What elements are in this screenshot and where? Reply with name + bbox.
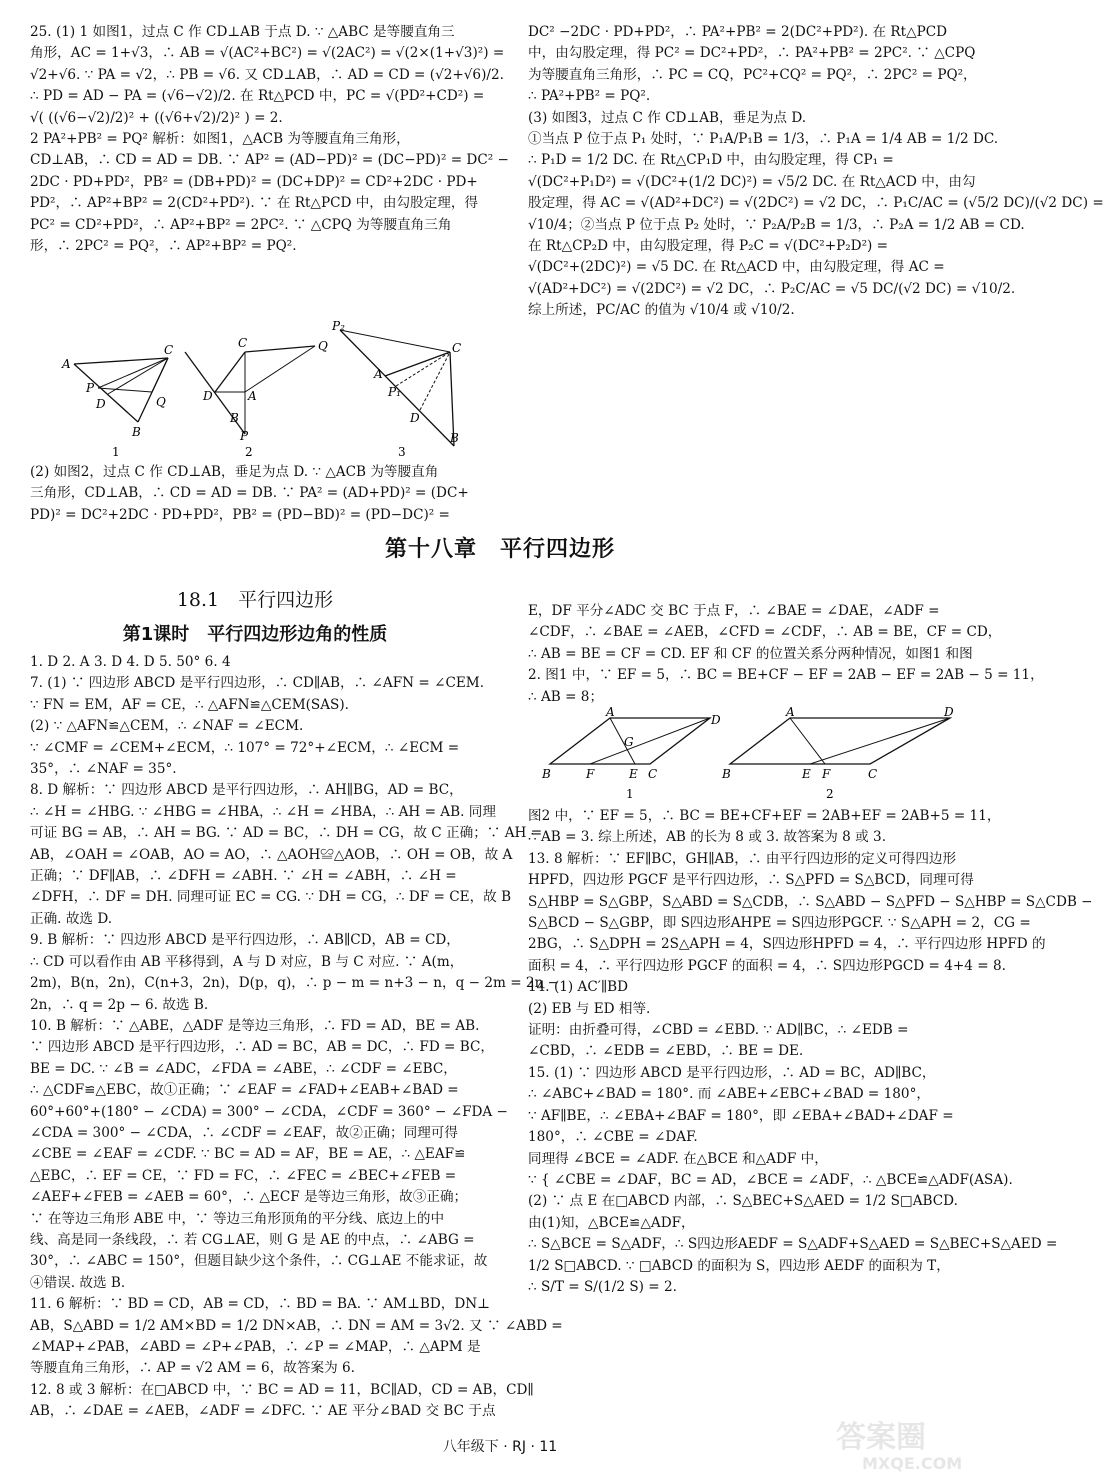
bottom-right-after [528, 806, 1093, 1298]
bottom-left-line: ∵ FN = EM，AF = CE，∴ △AFN≌△CEM(SAS). [30, 696, 349, 713]
fig3-label-b: B [450, 431, 459, 445]
fig1-label-a: A [62, 357, 71, 371]
bottom-left-line: ∠AEF+∠FEB = ∠AEB = 60°，∴ △ECF 是等边三角形，故③正确； [30, 1189, 468, 1206]
top-left-line: 2DC · PD+PD²，PB² = (DB+PD)² = (DC+DP)² = CD²+2DC · PD+ [30, 173, 478, 190]
fig3-label-p1: P₁ [388, 385, 401, 399]
top-right-line: DC² −2DC · PD+PD²，∴ PA²+PB² = 2(DC²+PD²). 在 Rt△PCD [528, 24, 948, 40]
top-right-column [528, 22, 1104, 322]
fig-b2-label-b: B [722, 767, 731, 781]
top-left-after [30, 462, 480, 526]
fig1-label-p: P [86, 381, 95, 395]
fig-b2-label-f: F [822, 767, 831, 781]
bottom-right-after-line: (2) EB 与 ED 相等. [528, 1000, 651, 1017]
fig2-label-q: Q [318, 339, 328, 353]
bottom-right-top-line: ∴ AB = 8； [528, 688, 604, 705]
fig-b2-label-c: C [868, 767, 878, 781]
fig1-label-c: C [164, 343, 174, 357]
bottom-left-line: ∠CBE = ∠EAF = ∠CDF. ∵ BC = AD = AF，BE = AE，∴ △EAF≌ [30, 1146, 466, 1163]
fig2-label-c: C [238, 336, 248, 350]
fig1-label-q: Q [156, 395, 166, 409]
top-right-line: (3) 如图3，过点 C 作 CD⊥AB，垂足为点 D. [528, 109, 807, 126]
fig2-label-d: D [203, 389, 213, 403]
bottom-left-line: 35°，∴ ∠NAF = 35°. [30, 761, 177, 778]
bottom-left-line: 可证 BG = AB，∴ AH = BG. ∵ AD = BC，∴ DH = CG，故 C 正确；∵ AH = [30, 825, 543, 842]
top-left-line: √2+√6. ∵ PA = √2，∴ PB = √6. 又 CD⊥AB，∴ AD = CD = (√2+√6)/2. [30, 66, 504, 83]
bottom-right-after-line: 证明：由折叠可得，∠CBD = ∠EBD. ∵ AD∥BC，∴ ∠EDB = [528, 1022, 909, 1039]
bottom-left-line: 12. 8 或 3 解析：在□ABCD 中，∵ BC = AD = 11，BC∥AD，CD = AB，CD∥ [30, 1381, 534, 1398]
bottom-right-after-line: (2) ∵ 点 E 在□ABCD 内部，∴ S△BEC+S△AED = 1/2 S□ABCD. [528, 1193, 958, 1210]
fig-b1-label-b: B [542, 767, 551, 781]
top-right-line: 股定理，得 AC = √(AD²+DC²) = √(2DC²) = √2 DC，∴ P₁C/AC = (√5/2 DC)/(√2 DC) = [528, 195, 1104, 212]
top-right-line: ①当点 P 位于点 P₁ 处时，∵ P₁A/P₁B = 1/3，∴ P₁A = 1/4 AB = 1/2 DC. [528, 131, 999, 148]
fig-b1-label-f: F [586, 767, 595, 781]
bottom-right-after-line: S△BCD − S△GBP，即 S四边形AHPE = S四边形PGCF. ∵ S△APH = 2，CG = [528, 915, 1031, 932]
bottom-left-line: 2n，∴ q = 2p − 6. 故选 B. [30, 996, 209, 1013]
top-left-line: ∴ PD = AD − PA = (√6−√2)/2. 在 Rt△PCD 中，PC = √(PD²+CD²) = [30, 88, 485, 105]
bottom-right-after-line: ∴ AB = 3. 综上所述，AB 的长为 8 或 3. 故答案为 8 或 3. [528, 829, 887, 846]
fig3-label-c: C [452, 341, 462, 355]
bottom-right-after-line: 180°，∴ ∠CBE = ∠DAF. [528, 1129, 698, 1146]
fig2-caption: 2 [245, 445, 253, 459]
top-left-column [30, 22, 509, 257]
bottom-left-line: ∠DFH，∴ DF = DH. 同理可证 EC = CG. ∵ DH = CG，∴ DF = CE，故 B [30, 889, 512, 906]
watermark-url: MXQE.COM [862, 1454, 963, 1473]
bottom-right-top-line: ∴ AB = BE = CF = CD. EF 和 CF 的位置关系分两种情况，如图1 和图 [528, 645, 973, 662]
watermark-text: 答案圈 [836, 1420, 926, 1455]
bottom-left-line: BE = DC. ∵ ∠B = ∠ADC，∠FDA = ∠ABE，∴ ∠CDF = ∠EBC， [30, 1060, 457, 1077]
bottom-right-after-line: 由(1)知，△BCE≌△ADF， [528, 1214, 695, 1231]
figure-row-bottom [540, 705, 960, 802]
fig3-caption: 3 [398, 445, 406, 459]
figure-3 [331, 319, 461, 459]
bottom-right-after-line: ∵ { ∠CBE = ∠DAF，BC = AD，∠BCE = ∠ADF，∴ △BCE≌△ADF(ASA). [528, 1171, 1013, 1188]
bottom-right-after-line: 同理得 ∠BCE = ∠ADF. 在△BCE 和△ADF 中， [528, 1150, 828, 1167]
bottom-left-line: 1. D 2. A 3. D 4. D 5. 50° 6. 4 [30, 654, 231, 670]
fig-b2-label-d: D [944, 705, 954, 719]
top-left-line: CD⊥AB，∴ CD = AD = DB. ∵ AP² = (AD−PD)² = (DC−PD)² = DC² − [30, 152, 509, 169]
bottom-left-line: 11. 6 解析：∵ BD = CD，AB = CD，∴ BD = BA. ∵ AM⊥BD，DN⊥ [30, 1296, 490, 1313]
bottom-left-line: 等腰直角三角形，∴ AP = √2 AM = 6，故答案为 6. [30, 1360, 355, 1377]
top-right-line: 综上所述，PC/AC 的值为 √10/4 或 √10/2. [528, 302, 795, 319]
figure-2 [185, 336, 328, 459]
fig-b2-label-e: E [802, 767, 811, 781]
bottom-left-line: AB，∴ ∠DAE = ∠AEB，∠ADF = ∠DFC. ∵ AE 平分∠BAD 交 BC 于点 [30, 1403, 496, 1420]
bottom-left-line: ∠CDA = 300° − ∠CDA，∴ ∠CDF = ∠EAF，故②正确；同理可得 [30, 1124, 458, 1141]
bottom-left-line: AB，S△ABD = 1/2 AM×BD = 1/2 DN×AB，∴ DN = AM = 3√2. 又 ∵ ∠ABD = [30, 1317, 563, 1334]
top-right-line: √(DC²+P₁D²) = √(DC²+(1/2 DC)²) = √5/2 DC. 在 Rt△ACD 中，由勾 [528, 173, 976, 190]
bottom-left-line: 8. D 解析：∵ 四边形 ABCD 是平行四边形，∴ AH∥BG，AD = BC， [30, 782, 463, 799]
fig2-label-b: B [230, 411, 239, 425]
top-left-line: PC² = CD²+PD²，∴ AP²+BP² = 2PC². ∵ △CPQ 为等腰直角三角 [30, 216, 452, 233]
fig3-label-d: D [410, 411, 420, 425]
top-right-line: √10/4；②当点 P 位于点 P₂ 处时，∵ P₂A/P₂B = 1/3，∴ P₂A = 1/2 AB = CD. [528, 216, 1025, 233]
fig-b1-label-c: C [648, 767, 658, 781]
bottom-right-after-line: 面积 = 4，∴ 平行四边形 PGCF 的面积 = 4，∴ S四边形PGCD = 4+4 = 8. [528, 957, 1006, 974]
bottom-right-top-line: ∠CDF，∴ ∠BAE = ∠AEB，∠CFD = ∠CDF，∴ AB = BE，CF = CD， [528, 624, 1002, 641]
fig-b2-caption: 2 [826, 787, 834, 801]
fig-b1-label-d: D [711, 713, 721, 727]
top-left-line: PD²，∴ AP²+BP² = 2(CD²+PD²). ∵ 在 Rt△PCD 中，由勾股定理，得 [30, 195, 479, 212]
top-right-line: 在 Rt△CP₂D 中，由勾股定理，得 P₂C = √(DC²+P₂D²) = [528, 238, 889, 255]
figure-bottom-2 [721, 705, 954, 801]
figure-bottom-1 [541, 705, 721, 801]
bottom-right-after-line: ∴ S/T = S/(1/2 S) = 2. [528, 1278, 677, 1295]
page-footer: 八年级下 · RJ · 11 [442, 1439, 558, 1455]
bottom-right-after-line: ∵ AF∥BE，∴ ∠EBA+∠BAF = 180°，即 ∠EBA+∠BAD+∠DAF = [528, 1107, 954, 1124]
bottom-left-line: AB，∠OAH = ∠OAB，AO = AO，∴ △AOH≌△AOB，∴ OH = OB，故 A [30, 846, 513, 863]
figure-row-top [40, 319, 480, 462]
fig3-label-p2: P₂ [332, 319, 345, 333]
fig-b1-label-e: E [629, 767, 638, 781]
bottom-left-line: 30°，∴ ∠ABC = 150°，但题目缺少这个条件，∴ CG⊥AE 不能求证，故 [30, 1253, 488, 1270]
bottom-left-line: 10. B 解析：∵ △ABE，△ADF 是等边三角形，∴ FD = AD，BE = AB. [30, 1017, 480, 1034]
bottom-left-line: 60°+60°+(180° − ∠CDA) = 300° − ∠CDA，∠CDF = 360° − ∠FDA − [30, 1103, 508, 1120]
bottom-left-line: ∠MAP+∠PAB，∠ABD = ∠P+∠PAB，∴ ∠P = ∠MAP，∴ △APM 是 [30, 1339, 481, 1355]
bottom-left-line: (2) ∵ △AFN≌△CEM，∴ ∠NAF = ∠ECM. [30, 718, 304, 735]
top-left-line: 25. (1) 1 如图1，过点 C 作 CD⊥AB 于点 D. ∵ △ABC 是等腰直角三 [30, 24, 455, 40]
fig2-label-p: P [240, 429, 249, 443]
fig-b2-label-a: A [786, 705, 795, 719]
fig2-label-a: A [248, 389, 257, 403]
fig1-caption: 1 [112, 445, 120, 459]
bottom-left-line: ∵ 在等边三角形 ABE 中，∵ 等边三角形顶角的平分线、底边上的中 [30, 1210, 445, 1227]
top-right-line: ∴ P₁D = 1/2 DC. 在 Rt△CP₁D 中，由勾股定理，得 CP₁ = [528, 152, 894, 169]
bottom-right-top [528, 601, 1044, 708]
bottom-left-line: ∴ CD 可以看作由 AB 平移得到，A 与 D 对应，B 与 C 对应. ∵ A(m， [30, 953, 464, 970]
bottom-left-line: 线、高是同一条线段，∴ 若 CG⊥AE，则 G 是 AE 的中点，∴ ∠ABG = [30, 1231, 475, 1248]
fig1-label-d: D [96, 397, 106, 411]
bottom-left-line: ∴ △CDF≌△EBC，故①正确；∵ ∠EAF = ∠FAD+∠EAB+∠BAD = [30, 1082, 459, 1099]
bottom-left-line: ④错误. 故选 B. [30, 1274, 126, 1291]
bottom-right-after-line: 13. 8 解析：∵ EF∥BC，GH∥AB，∴ 由平行四边形的定义可得四边形 [528, 850, 957, 867]
bottom-right-after-line: 图2 中，∵ EF = 5，∴ BC = BE+CF+EF = 2AB+EF = 2AB+5 = 11， [528, 808, 1001, 824]
top-right-line: 中，由勾股定理，得 PC² = DC²+PD²，∴ PA²+PB² = 2PC². ∵ △CPQ [528, 45, 976, 62]
bottom-right-after-line: 2BG，∴ S△DPH = 2S△APH = 4，S四边形HPFD = 4，∴ 平行四边形 HPFD 的 [528, 936, 1046, 953]
watermark-logo [832, 1411, 992, 1473]
bottom-right-after-line: 1/2 S□ABCD. ∵ □ABCD 的面积为 S，四边形 AEDF 的面积为 T， [528, 1257, 950, 1274]
bottom-right-after-line: HPFD，四边形 PGCF 是平行四边形，∴ S△PFD = S△BCD，同理可得 [528, 872, 974, 889]
top-left-after-line: (2) 如图2，过点 C 作 CD⊥AB，垂足为点 D. ∵ △ACB 为等腰直角 [30, 464, 439, 480]
top-right-line: √(DC²+(2DC)²) = √5 DC. 在 Rt△ACD 中，由勾股定理，得 AC = [528, 259, 945, 276]
bottom-left-line: ∵ ∠CMF = ∠CEM+∠ECM，∴ 107° = 72°+∠ECM，∴ ∠ECM = [30, 739, 460, 756]
top-left-line: 2 PA²+PB² = PQ² 解析：如图1，△ACB 为等腰直角三角形， [30, 131, 410, 148]
bottom-left-column [30, 652, 563, 1423]
bottom-right-after-line: ∴ ∠ABC+∠BAD = 180°. 而 ∠ABE+∠EBC+∠BAD = 180°， [528, 1086, 930, 1103]
bottom-right-after-line: 15. (1) ∵ 四边形 ABCD 是平行四边形，∴ AD = BC，AD∥BC， [528, 1064, 936, 1081]
top-left-line: 角形，AC = 1+√3，∴ AB = √(AC²+BC²) = √(2AC²) = √(2×(1+√3)²) = [30, 45, 505, 62]
fig-b1-caption: 1 [626, 787, 634, 801]
bottom-left-line: ∵ 四边形 ABCD 是平行四边形，∴ AD = BC，AB = DC，∴ FD = BC， [30, 1039, 494, 1056]
bottom-right-top-line: 2. 图1 中，∵ EF = 5，∴ BC = BE+CF − EF = 2AB − EF = 2AB − 5 = 11， [528, 667, 1044, 684]
bottom-right-after-line: S△HBP = S△GBP，S△ABD = S△CDB，∴ S△ABD − S△PFD − S△HBP = S△CDB − [528, 893, 1093, 910]
top-left-after-line: PD)² = DC²+2DC · PD+PD²，PB² = (PD−BD)² = (PD−DC)² = [30, 506, 450, 523]
bottom-right-after-line: ∴ S△BCE = S△ADF，∴ S四边形AEDF = S△ADF+S△AED = S△BEC+S△AED = [528, 1236, 1058, 1253]
top-right-line: ∴ PA²+PB² = PQ². [528, 88, 651, 105]
bottom-left-line: 正确. 故选 D. [30, 910, 113, 927]
top-left-line: √( ((√6−√2)/2)² + ((√6+√2)/2)² ) = 2. [30, 109, 283, 126]
bottom-left-line: 2m)，B(n，2n)，C(n+3，2n)，D(p，q)，∴ p − m = n+3 − n，q − 2m = 2n − [30, 975, 560, 992]
bottom-right-top-line: E，DF 平分∠ADC 交 BC 于点 F，∴ ∠BAE = ∠DAE，∠ADF = [528, 603, 940, 619]
figure-1 [61, 343, 173, 459]
fig-b1-label-g: G [624, 735, 634, 749]
chapter-title: 第十八章 平行四边形 [384, 537, 615, 562]
bottom-left-line: △EBC，∴ EF = CE，∵ FD = FC，∴ ∠FEC = ∠BEC+∠FEB = [30, 1167, 457, 1184]
bottom-left-line: 正确；∵ DF∥AB，∴ ∠DFH = ∠ABH. ∵ ∠H = ∠ABH，∴ ∠H = [30, 868, 457, 885]
top-right-line: 为等腰直角三角形，∴ PC = CQ，PC²+CQ² = PQ²，∴ 2PC² = PQ²， [528, 66, 977, 83]
lesson-title: 第1课时 平行四边形边角的性质 [122, 624, 388, 645]
fig3-label-a: A [374, 367, 383, 381]
fig-b1-label-a: A [606, 705, 615, 719]
bottom-left-line: 7. (1) ∵ 四边形 ABCD 是平行四边形，∴ CD∥AB，∴ ∠AFN = ∠CEM. [30, 675, 485, 692]
fig1-label-b: B [132, 425, 141, 439]
top-right-line: √(AD²+DC²) = √(2DC²) = √2 DC，∴ P₂C/AC = √5 DC/(√2 DC) = √10/2. [528, 280, 1016, 297]
bottom-left-line: 9. B 解析：∵ 四边形 ABCD 是平行四边形，∴ AB∥CD，AB = CD， [30, 932, 460, 949]
top-left-after-line: 三角形，CD⊥AB，∴ CD = AD = DB. ∵ PA² = (AD+PD)² = (DC+ [30, 485, 469, 502]
section-title: 18.1 平行四边形 [176, 589, 334, 611]
bottom-left-line: ∴ ∠H = ∠HBG. ∵ ∠HBG = ∠HBA，∴ ∠H = ∠HBA，∴ AH = AB. 同理 [30, 803, 496, 820]
bottom-right-after-line: ∠CBD，∴ ∠EDB = ∠EBD，∴ BE = DE. [528, 1043, 804, 1060]
top-left-line: 形，∴ 2PC² = PQ²，∴ AP²+BP² = PQ². [30, 238, 297, 255]
bottom-right-after-line: 14. (1) AC′∥BD [528, 979, 628, 996]
